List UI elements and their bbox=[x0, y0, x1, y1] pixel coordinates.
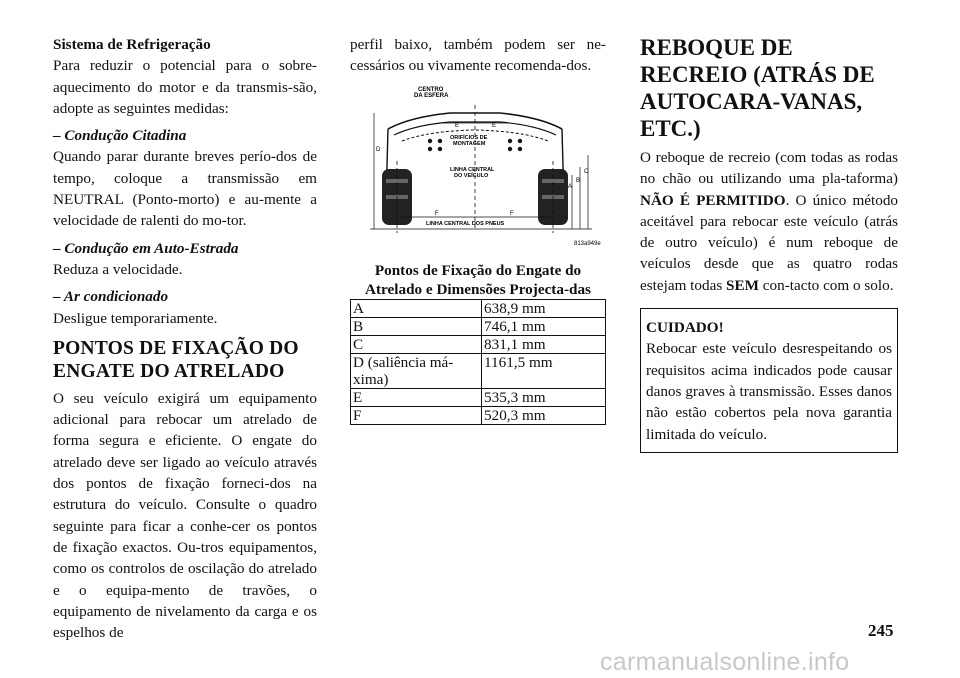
ac-text: Desligue temporariamente. bbox=[53, 309, 218, 327]
hitch-section-text: O seu veículo exigirá um equipamento adicional para rebocar um atrelado de forma segura e eficiente. O engate do atrelado deve ser ligado ao veículo através dos pontos de fixação forneci-dos na estrutura do veículo. Consulte o quadro seguinte para ficar a conhe-cer os pontos de fixação exactos. Ou-tros equipamentos, como os controlos de oscilação do atrelado e o equipa-mento de travões, o equipamento de nivelamento da carga e os espelhos de bbox=[53, 389, 317, 642]
table-caption: Pontos de Fixação do Engate do Atrelado e Dimensões Projecta-das bbox=[365, 261, 591, 298]
ac-title: – Ar condicionado bbox=[53, 288, 169, 306]
row-key: A bbox=[351, 299, 482, 317]
city-driving-text: Quando parar durante breves perío-dos de tempo, coloque a transmissão em NEUTRAL (Ponto-morto) e au-mente a velocidade de ralenti do mo-tor. bbox=[53, 148, 317, 230]
dim-label-e-left: E bbox=[455, 122, 460, 129]
rec-towing-title: REBOQUE DE RECREIO (ATRÁS DE AUTOCARA-VANAS, ETC.) bbox=[640, 35, 875, 141]
page-number: 245 bbox=[868, 621, 894, 640]
label-vehicle-center-2: DO VEÍCULO bbox=[454, 172, 489, 179]
dim-label-a: A bbox=[568, 183, 573, 190]
label-vehicle-center-1: LINHA CENTRAL bbox=[450, 166, 495, 173]
rec-towing-text-3: con-tacto com o solo. bbox=[762, 276, 894, 294]
city-driving-title: – Condução Citadina bbox=[53, 127, 187, 145]
row-value: 638,9 mm bbox=[482, 299, 606, 317]
watermark: carmanualsonline.info bbox=[600, 648, 850, 676]
dim-label-d: D bbox=[376, 146, 381, 153]
caution-box bbox=[640, 308, 898, 453]
highway-driving-text: Reduza a velocidade. bbox=[53, 260, 183, 278]
hitch-diagram bbox=[350, 83, 606, 253]
row-key: C bbox=[351, 335, 482, 353]
table-row bbox=[351, 317, 606, 335]
rec-towing-text-2: . O único método aceitável para rebocar este veículo (atrás de outro veículo) é num reboque de veículos desde que as quatro rodas estejam todas bbox=[640, 191, 899, 294]
label-mounting-holes-2: MONTAGEM bbox=[453, 140, 486, 147]
table-row bbox=[351, 335, 606, 353]
row-key: D (saliência má-xima) bbox=[351, 353, 482, 388]
label-ball-center: CENTRO DA ESFERA bbox=[414, 86, 449, 99]
table-row bbox=[351, 388, 606, 406]
dim-label-e-right: E bbox=[492, 122, 497, 129]
dim-label-c: C bbox=[584, 168, 589, 175]
table-row bbox=[351, 299, 606, 317]
column-middle bbox=[350, 34, 606, 425]
dim-label-f-left: F bbox=[435, 210, 439, 217]
table-row bbox=[351, 353, 606, 388]
rec-towing-text bbox=[640, 147, 898, 296]
row-key: B bbox=[351, 317, 482, 335]
table-row bbox=[351, 406, 606, 424]
dim-label-b: B bbox=[576, 177, 581, 184]
column-left bbox=[53, 34, 317, 643]
row-value: 535,3 mm bbox=[482, 388, 606, 406]
not-permitted-emphasis: NÃO É PERMITIDO bbox=[640, 191, 786, 209]
row-key: F bbox=[351, 406, 482, 424]
dim-label-f-right: F bbox=[510, 210, 514, 217]
label-mounting-holes-1: ORIFÍCIOS DE bbox=[450, 134, 488, 141]
label-tire-center: LINHA CENTRAL DOS PNEUS bbox=[426, 220, 505, 227]
dimension-table bbox=[350, 299, 606, 425]
row-value: 831,1 mm bbox=[482, 335, 606, 353]
caution-text: Rebocar este veículo desrespeitando os requisitos acima indicados pode causar danos graves à transmissão. Esses danos não estão cobertos pela nova garantia limitada do veículo. bbox=[646, 340, 892, 443]
without-emphasis: SEM bbox=[726, 276, 759, 294]
continuation-text: perfil baixo, também podem ser ne-cessários ou vivamente recomenda-dos. bbox=[350, 36, 606, 75]
figure-code: 813a949e bbox=[574, 240, 601, 247]
row-value: 520,3 mm bbox=[482, 406, 606, 424]
hitch-diagram-svg bbox=[350, 83, 606, 253]
column-right bbox=[640, 34, 898, 453]
row-value: 746,1 mm bbox=[482, 317, 606, 335]
row-value: 1161,5 mm bbox=[482, 353, 606, 388]
cooling-intro: Para reduzir o potencial para o sobre-aquecimento do motor e da transmis-são, adopte as seguintes medidas: bbox=[53, 57, 317, 117]
hitch-section-title: PONTOS DE FIXAÇÃO DO ENGATE DO ATRELADO bbox=[53, 337, 299, 382]
cooling-title: Sistema de Refrigeração bbox=[53, 36, 211, 53]
highway-driving-title: – Condução em Auto-Estrada bbox=[53, 239, 239, 257]
rec-towing-text-1: O reboque de recreio (com todas as rodas no chão ou utilizando uma pla-taforma) bbox=[640, 149, 898, 188]
row-key: E bbox=[351, 388, 482, 406]
caution-title: CUIDADO! bbox=[646, 319, 724, 337]
